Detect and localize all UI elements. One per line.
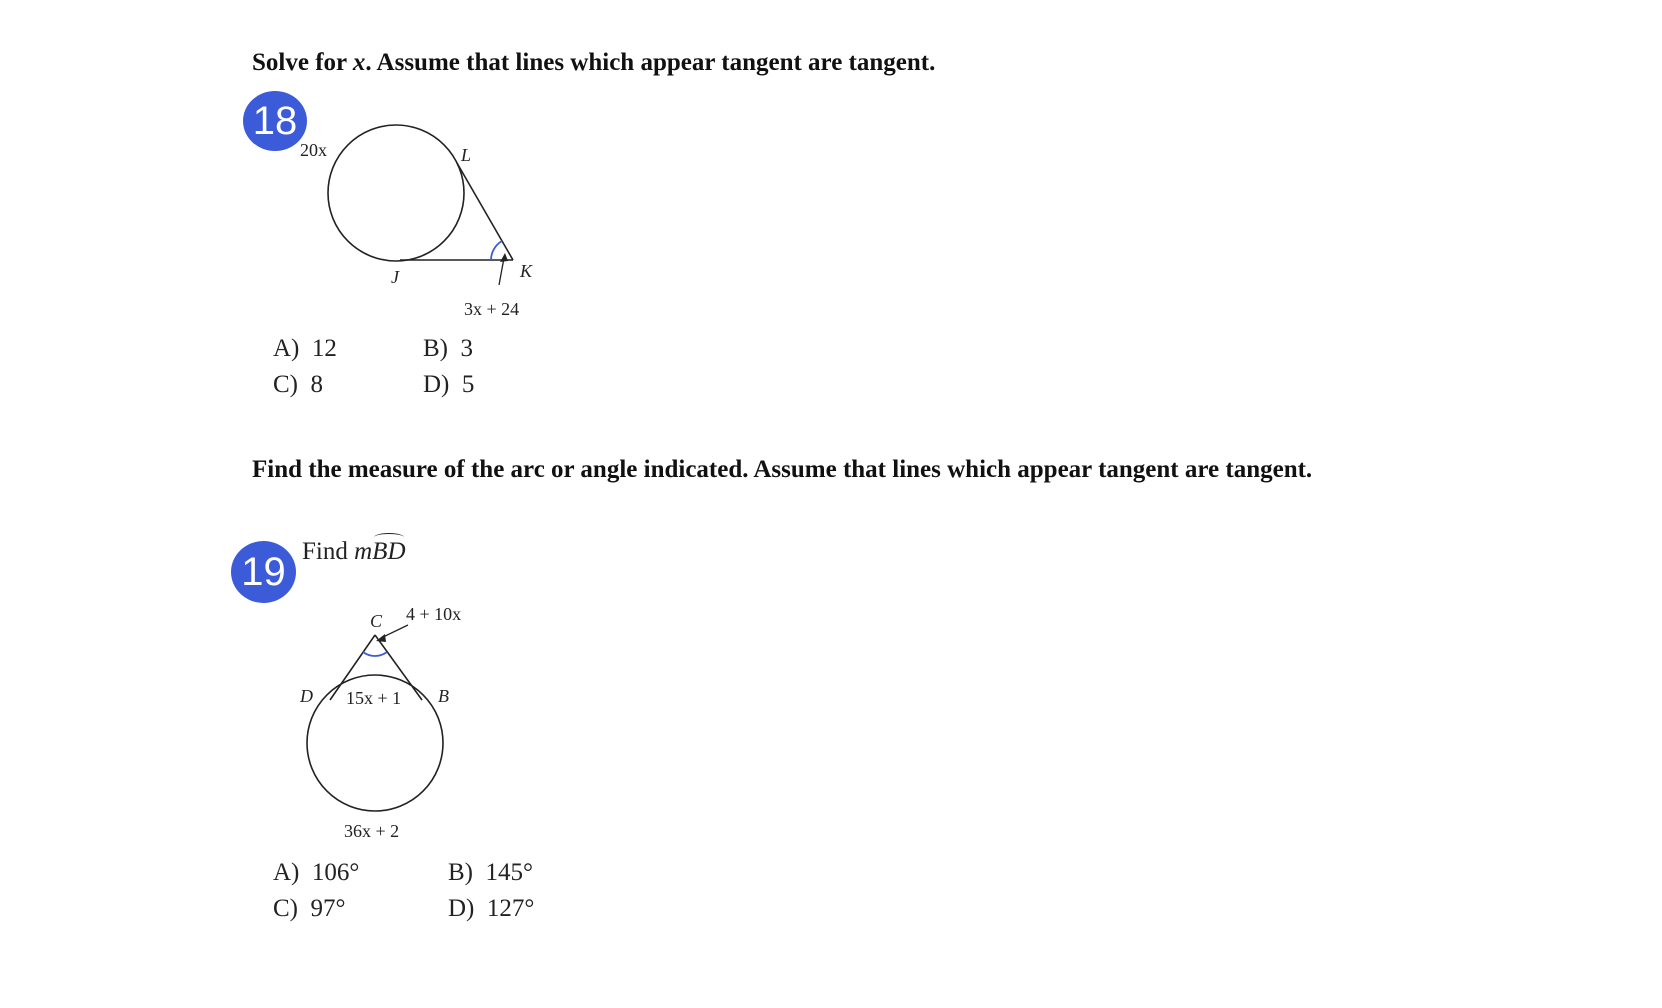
p18-point-L-label: L bbox=[461, 145, 472, 165]
p19-major-arc-label: 36x + 2 bbox=[344, 821, 400, 841]
p19-choice-d bbox=[448, 896, 534, 921]
instruction-suffix: . Assume that lines which appear tangent are tangent. bbox=[365, 49, 936, 76]
instruction-prefix: Solve for bbox=[252, 49, 353, 76]
p19-point-C-label: C bbox=[370, 611, 383, 631]
problem-19-badge: 19 bbox=[231, 541, 296, 603]
p19-point-D-label: D bbox=[300, 686, 313, 706]
choice-value: 5 bbox=[461, 371, 475, 398]
p19-point-B-label: B bbox=[438, 686, 449, 706]
p18-arc-label: 20x bbox=[300, 140, 327, 160]
p19-choice-b bbox=[448, 860, 533, 885]
choice-value: 127° bbox=[486, 895, 535, 922]
choice-value: 97° bbox=[310, 895, 346, 922]
p19-choice-a bbox=[273, 860, 359, 885]
choice-value: 145° bbox=[485, 859, 533, 886]
instruction-find-measure: Find the measure of the arc or angle indicated. Assume that lines which appear tangent are tangent. bbox=[252, 456, 1313, 483]
choice-letter: D) bbox=[423, 371, 450, 398]
problem-18-badge: 18 bbox=[243, 91, 307, 151]
choice-letter: A) bbox=[273, 335, 300, 362]
prompt-prefix: Find bbox=[302, 538, 355, 565]
p18-point-K-label: K bbox=[520, 261, 533, 281]
instruction-variable: x bbox=[352, 49, 366, 76]
choice-value: 106° bbox=[311, 859, 360, 886]
choice-letter: A) bbox=[273, 859, 300, 886]
choice-letter: D) bbox=[448, 895, 475, 922]
prompt-arc-BD: BD bbox=[372, 538, 406, 565]
choice-letter: C) bbox=[273, 371, 298, 398]
p19-choice-c bbox=[273, 896, 346, 921]
p18-point-J-label: J bbox=[391, 267, 399, 287]
prompt-m: m bbox=[354, 538, 373, 565]
choice-letter: B) bbox=[448, 859, 473, 886]
choice-value: 3 bbox=[460, 335, 473, 362]
p18-angle-label: 3x + 24 bbox=[464, 299, 520, 319]
choice-letter: B) bbox=[423, 335, 448, 362]
p19-minor-arc-label: 15x + 1 bbox=[346, 688, 402, 708]
choice-value: 8 bbox=[310, 371, 323, 398]
choice-value: 12 bbox=[311, 335, 337, 362]
choice-letter: C) bbox=[273, 895, 298, 922]
p19-angle-mark bbox=[363, 652, 387, 656]
p19-angle-label: 4 + 10x bbox=[406, 604, 462, 624]
